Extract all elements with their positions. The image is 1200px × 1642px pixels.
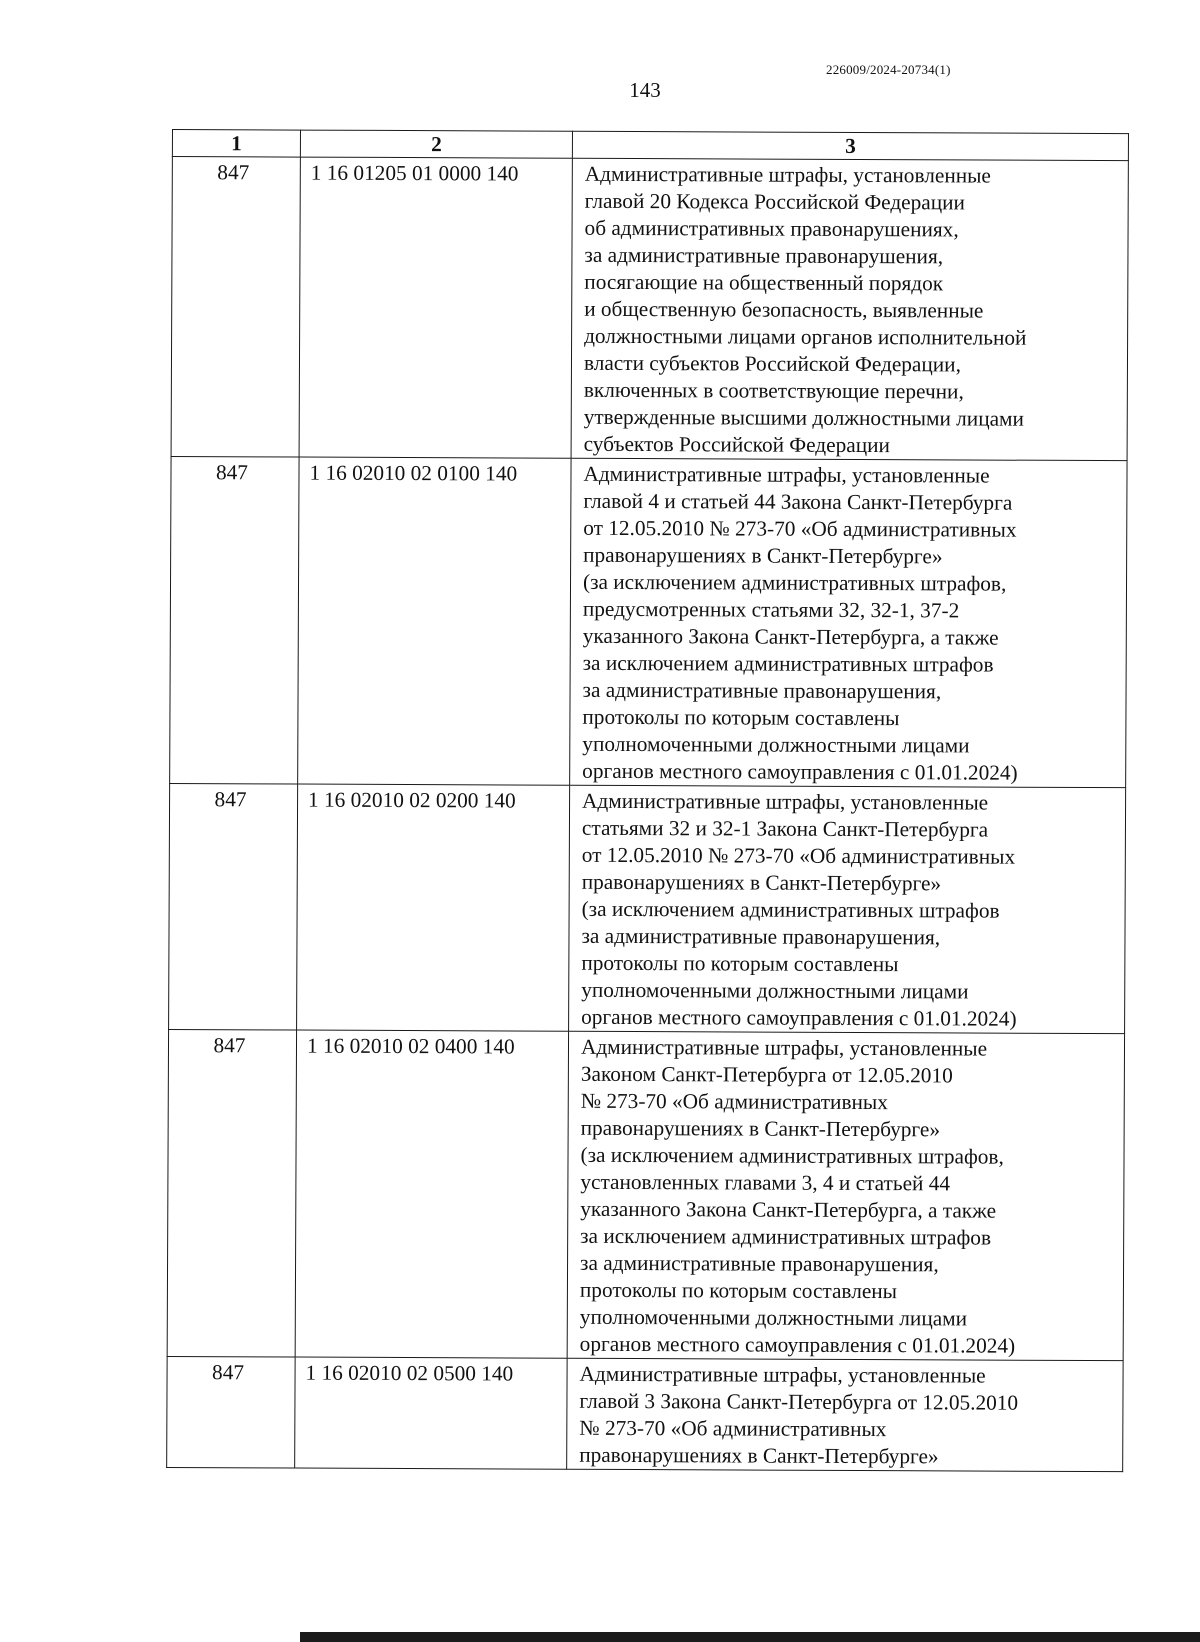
- admin-code-cell: 847: [167, 1029, 296, 1357]
- description-line: правонарушениях в Санкт-Петербурге»: [581, 869, 942, 896]
- description-line: № 273-70 «Об административных: [580, 1088, 888, 1115]
- description-line: Административные штрафы, установленные: [580, 1034, 988, 1061]
- table-header-row: [172, 130, 1128, 161]
- budget-codes-table: [166, 129, 1129, 1472]
- description-line: Законом Санкт-Петербурга от 12.05.2010: [580, 1061, 953, 1088]
- table-row: [167, 1029, 1124, 1360]
- description-line: органов местного самоуправления с 01.01.2024): [582, 758, 1018, 785]
- budget-classification-code-cell: 1 16 02010 02 0200 140: [297, 784, 570, 1031]
- description-line: указанного Закона Санкт-Петербурга, а также: [582, 623, 999, 650]
- scan-edge-shadow: [300, 1632, 1200, 1642]
- admin-code-cell: 847: [170, 456, 299, 784]
- description-line: (за исключением административных штрафов,: [580, 1142, 1004, 1169]
- description-line: включенных в соответствующие перечни,: [583, 377, 964, 404]
- revenue-description-cell: [569, 785, 1126, 1033]
- description-line: указанного Закона Санкт-Петербурга, а также: [580, 1196, 997, 1223]
- description-line: от 12.05.2010 № 273-70 «Об административных: [581, 842, 1016, 869]
- table-row: [171, 157, 1128, 461]
- description-line: Административные штрафы, установленные: [579, 1361, 986, 1388]
- revenue-description-cell: [571, 158, 1128, 460]
- budget-classification-code-cell: 1 16 02010 02 0100 140: [298, 457, 571, 785]
- description-line: за административные правонарушения,: [581, 923, 941, 950]
- budget-classification-code-cell: 1 16 01205 01 0000 140: [299, 157, 572, 458]
- table-row: [167, 1356, 1123, 1471]
- description-line: протоколы по которым составлены: [582, 704, 900, 731]
- description-line: главой 20 Кодекса Российской Федерации: [584, 188, 966, 215]
- description-line: уполномоченными должностными лицами: [582, 731, 970, 758]
- description-line: от 12.05.2010 № 273-70 «Об административных: [583, 515, 1017, 542]
- description-line: и общественную безопасность, выявленные: [584, 296, 984, 323]
- admin-code-cell: 847: [169, 783, 298, 1030]
- table-row: [169, 783, 1126, 1033]
- description-line: уполномоченными должностными лицами: [581, 977, 969, 1004]
- description-line: Административные штрафы, установленные: [584, 161, 991, 188]
- description-line: протоколы по которым составлены: [579, 1277, 898, 1304]
- admin-code-cell: 847: [171, 157, 300, 458]
- description-line: органов местного самоуправления с 01.01.2024): [581, 1004, 1017, 1031]
- description-line: за административные правонарушения,: [584, 242, 944, 269]
- description-line: за исключением административных штрафов: [582, 650, 994, 677]
- admin-code-cell: 847: [167, 1356, 295, 1468]
- description-line: правонарушениях в Санкт-Петербурге»: [579, 1442, 939, 1469]
- column-header-3: 3: [572, 131, 1128, 160]
- budget-classification-code-cell: 1 16 02010 02 0400 140: [295, 1030, 568, 1358]
- budget-classification-code-cell: 1 16 02010 02 0500 140: [295, 1357, 567, 1469]
- description-line: уполномоченными должностными лицами: [579, 1304, 968, 1331]
- column-header-1: 1: [172, 130, 300, 158]
- description-line: посягающие на общественный порядок: [584, 269, 944, 296]
- revenue-description-cell: [570, 458, 1127, 787]
- column-header-2: 2: [300, 130, 572, 158]
- description-line: власти субъектов Российской Федерации,: [583, 350, 961, 377]
- document-registration-number: 226009/2024-20734(1): [826, 62, 951, 77]
- description-line: за исключением административных штрафов: [580, 1223, 992, 1250]
- revenue-description-cell: [567, 1358, 1123, 1471]
- description-line: утвержденные высшими должностными лицами: [583, 404, 1025, 431]
- description-line: (за исключением административных штрафов: [581, 896, 1000, 923]
- description-line: правонарушениях в Санкт-Петербурге»: [583, 542, 943, 569]
- table-row: [170, 456, 1127, 787]
- description-line: предусмотренных статьями 32, 32-1, 37-2: [582, 596, 960, 623]
- description-line: установленных главами 3, 4 и статьей 44: [580, 1169, 951, 1196]
- description-line: статьями 32 и 32-1 Закона Санкт-Петербурга: [581, 815, 989, 842]
- description-line: об административных правонарушениях,: [584, 215, 959, 242]
- description-line: протоколы по которым составлены: [581, 950, 899, 977]
- description-line: субъектов Российской Федерации: [583, 431, 890, 458]
- description-line: правонарушениях в Санкт-Петербурге»: [580, 1115, 941, 1142]
- description-line: (за исключением административных штрафов,: [582, 569, 1007, 596]
- description-line: за административные правонарушения,: [582, 677, 942, 704]
- description-line: за административные правонарушения,: [580, 1250, 939, 1277]
- description-line: главой 3 Закона Санкт-Петербурга от 12.05.2010: [579, 1388, 1019, 1415]
- description-line: № 273-70 «Об административных: [579, 1415, 887, 1442]
- description-line: органов местного самоуправления с 01.01.2024): [579, 1331, 1016, 1358]
- revenue-description-cell: [567, 1031, 1124, 1360]
- page-number: 143: [629, 78, 661, 102]
- description-line: Административные штрафы, установленные: [583, 461, 990, 488]
- description-line: главой 4 и статьей 44 Закона Санкт-Петербурга: [583, 488, 1013, 515]
- description-line: должностными лицами органов исполнительной: [584, 323, 1027, 350]
- description-line: Административные штрафы, установленные: [582, 788, 989, 815]
